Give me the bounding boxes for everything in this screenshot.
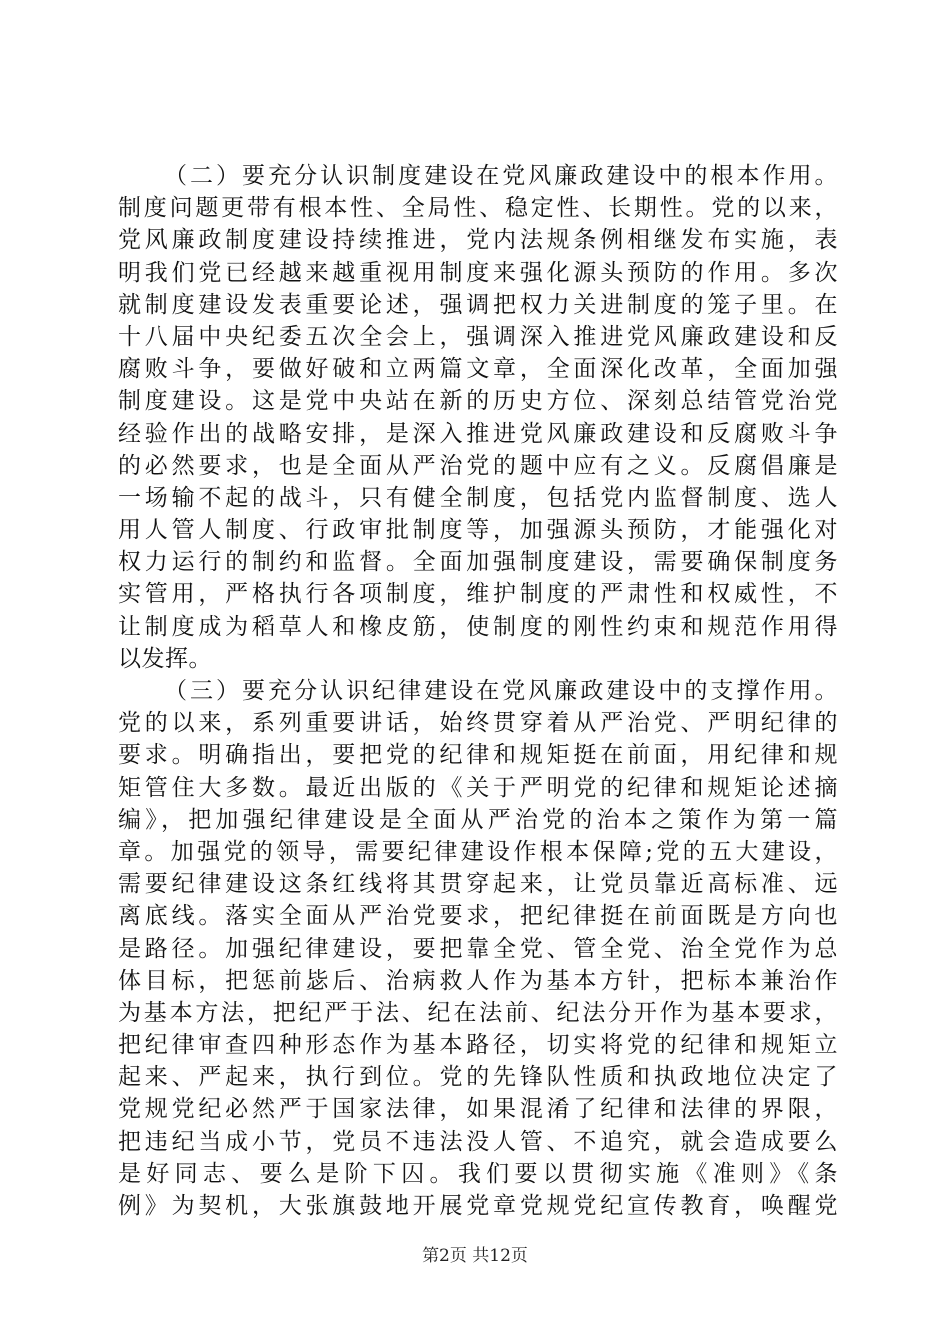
- text-line: 的必然要求，也是全面从严治党的题中应有之义。反腐倡廉是: [118, 452, 838, 479]
- text-line: 需要纪律建设这条红线将其贯穿起来，让党员靠近高标准、远: [118, 871, 838, 898]
- text-line: 章。加强党的领导，需要纪律建设作根本保障;党的五大建设，: [118, 838, 838, 865]
- text-line: 党的以来，系列重要讲话，始终贯穿着从严治党、严明纪律的: [118, 710, 838, 737]
- page-number-footer: 第2页 共12页: [422, 1246, 528, 1266]
- text-line: 为基本方法，把纪严于法、纪在法前、纪法分开作为基本要求，: [118, 999, 838, 1026]
- text-line: 让制度成为稻草人和橡皮筋，使制度的刚性约束和规范作用得: [118, 613, 838, 640]
- text-line: 把违纪当成小节，党员不违法没人管、不追究，就会造成要么: [118, 1128, 838, 1155]
- text-line: 以发挥。: [118, 645, 212, 672]
- text-line: 是路径。加强纪律建设，要把靠全党、管全党、治全党作为总: [118, 935, 838, 962]
- text-line: 经验作出的战略安排，是深入推进党风廉政建设和反腐败斗争: [118, 420, 838, 447]
- text-line: 用人管人制度、行政审批制度等，加强源头预防，才能强化对: [118, 517, 838, 544]
- text-line: 党规党纪必然严于国家法律，如果混淆了纪律和法律的界限，: [118, 1096, 838, 1123]
- text-line: 起来、严起来，执行到位。党的先锋队性质和执政地位决定了: [118, 1064, 838, 1091]
- text-line: 是好同志、要么是阶下囚。我们要以贯彻实施《准则》《条: [118, 1160, 838, 1187]
- text-line: 就制度建设发表重要论述，强调把权力关进制度的笼子里。在: [118, 291, 838, 318]
- text-line: 十八届中央纪委五次全会上，强调深入推进党风廉政建设和反: [118, 323, 838, 350]
- paragraph-3-heading-line: （三）要充分认识纪律建设在党风廉政建设中的支撑作用。: [164, 678, 838, 704]
- text-line: 体目标，把惩前毖后、治病救人作为基本方针，把标本兼治作: [118, 967, 838, 994]
- text-line: 党风廉政制度建设持续推进，党内法规条例相继发布实施，表: [118, 227, 838, 254]
- text-line: 权力运行的制约和监督。全面加强制度建设，需要确保制度务: [118, 549, 838, 576]
- text-line: 腐败斗争，要做好破和立两篇文章，全面深化改革，全面加强: [118, 356, 838, 383]
- text-line: 制度问题更带有根本性、全局性、稳定性、长期性。党的以来，: [118, 195, 838, 222]
- text-line: 编》，把加强纪律建设是全面从严治党的治本之策作为第一篇: [118, 806, 838, 833]
- text-line: 离底线。落实全面从严治党要求，把纪律挺在前面既是方向也: [118, 903, 838, 930]
- paragraph-2-heading-line: （二）要充分认识制度建设在党风廉政建设中的根本作用。: [164, 163, 838, 189]
- text-line: 明我们党已经越来越重视用制度来强化源头预防的作用。多次: [118, 259, 838, 286]
- text-line: 把纪律审查四种形态作为基本路径，切实将党的纪律和规矩立: [118, 1032, 838, 1059]
- document-body: [118, 160, 838, 1222]
- text-line: 一场输不起的战斗，只有健全制度，包括党内监督制度、选人: [118, 484, 838, 511]
- text-line: 例》为契机，大张旗鼓地开展党章党规党纪宣传教育，唤醒党: [118, 1193, 838, 1219]
- text-line: 实管用，严格执行各项制度，维护制度的严肃性和权威性，不: [118, 581, 838, 608]
- text-line: 矩管住大多数。最近出版的《关于严明党的纪律和规矩论述摘: [118, 774, 838, 801]
- text-line: 要求。明确指出，要把党的纪律和规矩挺在前面，用纪律和规: [118, 742, 838, 769]
- text-line: 制度建设。这是党中央站在新的历史方位、深刻总结管党治党: [118, 388, 838, 415]
